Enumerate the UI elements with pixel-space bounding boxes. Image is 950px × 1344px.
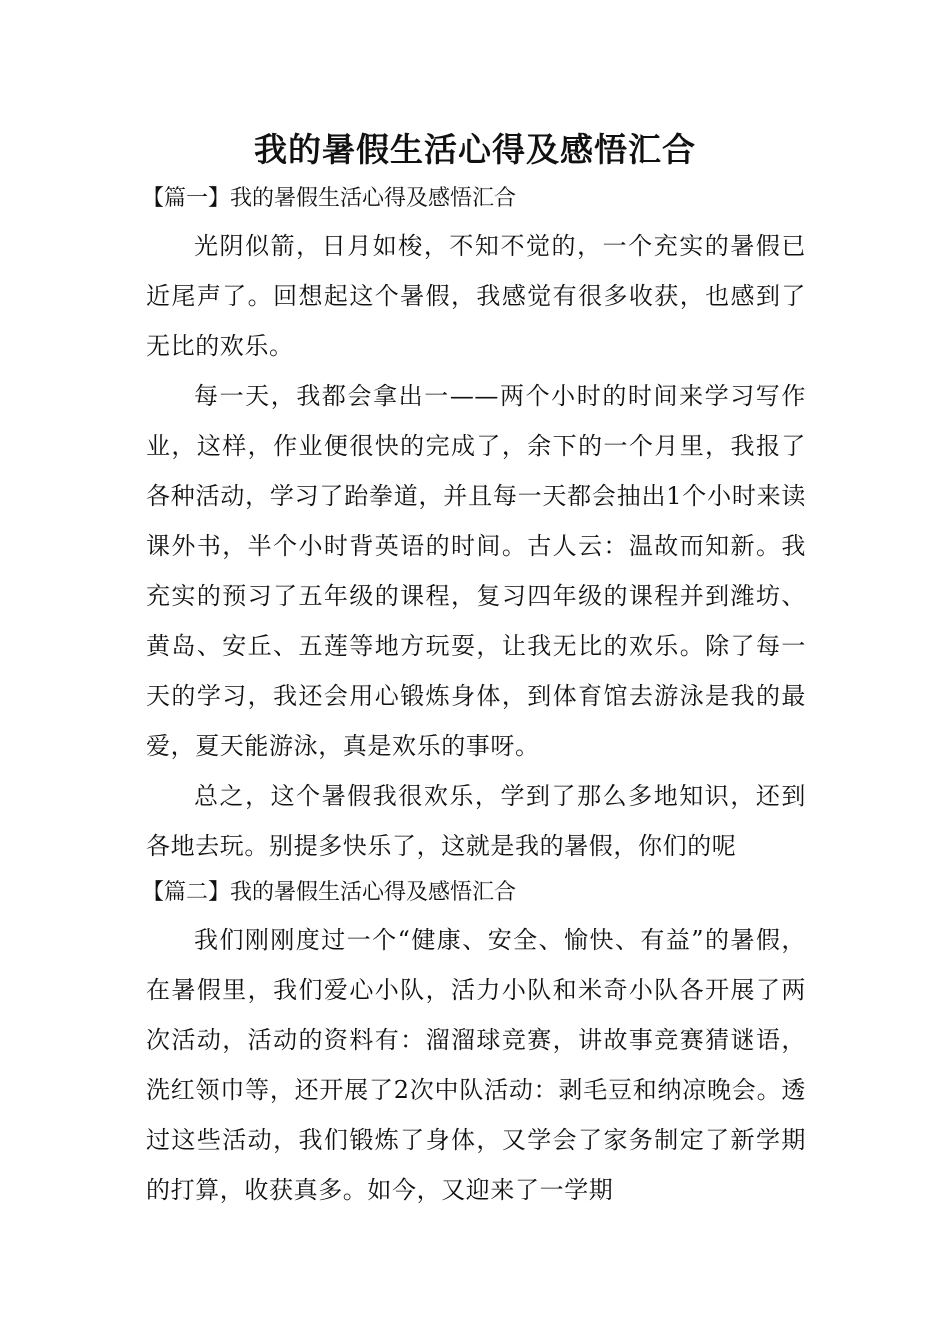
paragraph: 总之，这个暑假我很欢乐，学到了那么多地知识，还到各地去玩。别提多快乐了，这就是我的暑假，你们的呢 (146, 782, 806, 860)
section-1 (142, 177, 806, 871)
document-title: 我的暑假生活心得及感悟汇合 (254, 130, 696, 169)
paragraph: 我们刚刚度过一个“健康、安全、愉快、有益”的暑假，在暑假里，我们爱心小队，活力小队和米奇小队各开展了两次活动，活动的资料有：溜溜球竞赛，讲故事竞赛猜谜语，洗红领巾等，还开展了2次中队活动：剥毛豆和纳凉晚会。透过这些活动，我们锻炼了身体，又学会了家务制定了新学期的打算，收获真多。如今，又迎来了一学期 (146, 926, 806, 1204)
document-body (142, 177, 806, 1215)
paragraph: 每一天，我都会拿出一——两个小时的时间来学习写作业，这样，作业便很快的完成了，余下的一个月里，我报了各种活动，学习了跆拳道，并且每一天都会抽出1个小时来读课外书，半个小时背英语的时间。古人云：温故而知新。我充实的预习了五年级的课程，复习四年级的课程并到潍坊、黄岛、安丘、五莲等地方玩耍，让我无比的欢乐。除了每一天的学习，我还会用心锻炼身体，到体育馆去游泳是我的最爱，夏天能游泳，真是欢乐的事呀。 (146, 382, 806, 760)
section-2 (142, 871, 806, 1215)
section-heading: 【篇二】我的暑假生活心得及感悟汇合 (142, 880, 517, 905)
section-heading: 【篇一】我的暑假生活心得及感悟汇合 (142, 186, 517, 211)
paragraph: 光阴似箭，日月如梭，不知不觉的，一个充实的暑假已近尾声了。回想起这个暑假，我感觉有很多收获，也感到了无比的欢乐。 (146, 232, 806, 360)
